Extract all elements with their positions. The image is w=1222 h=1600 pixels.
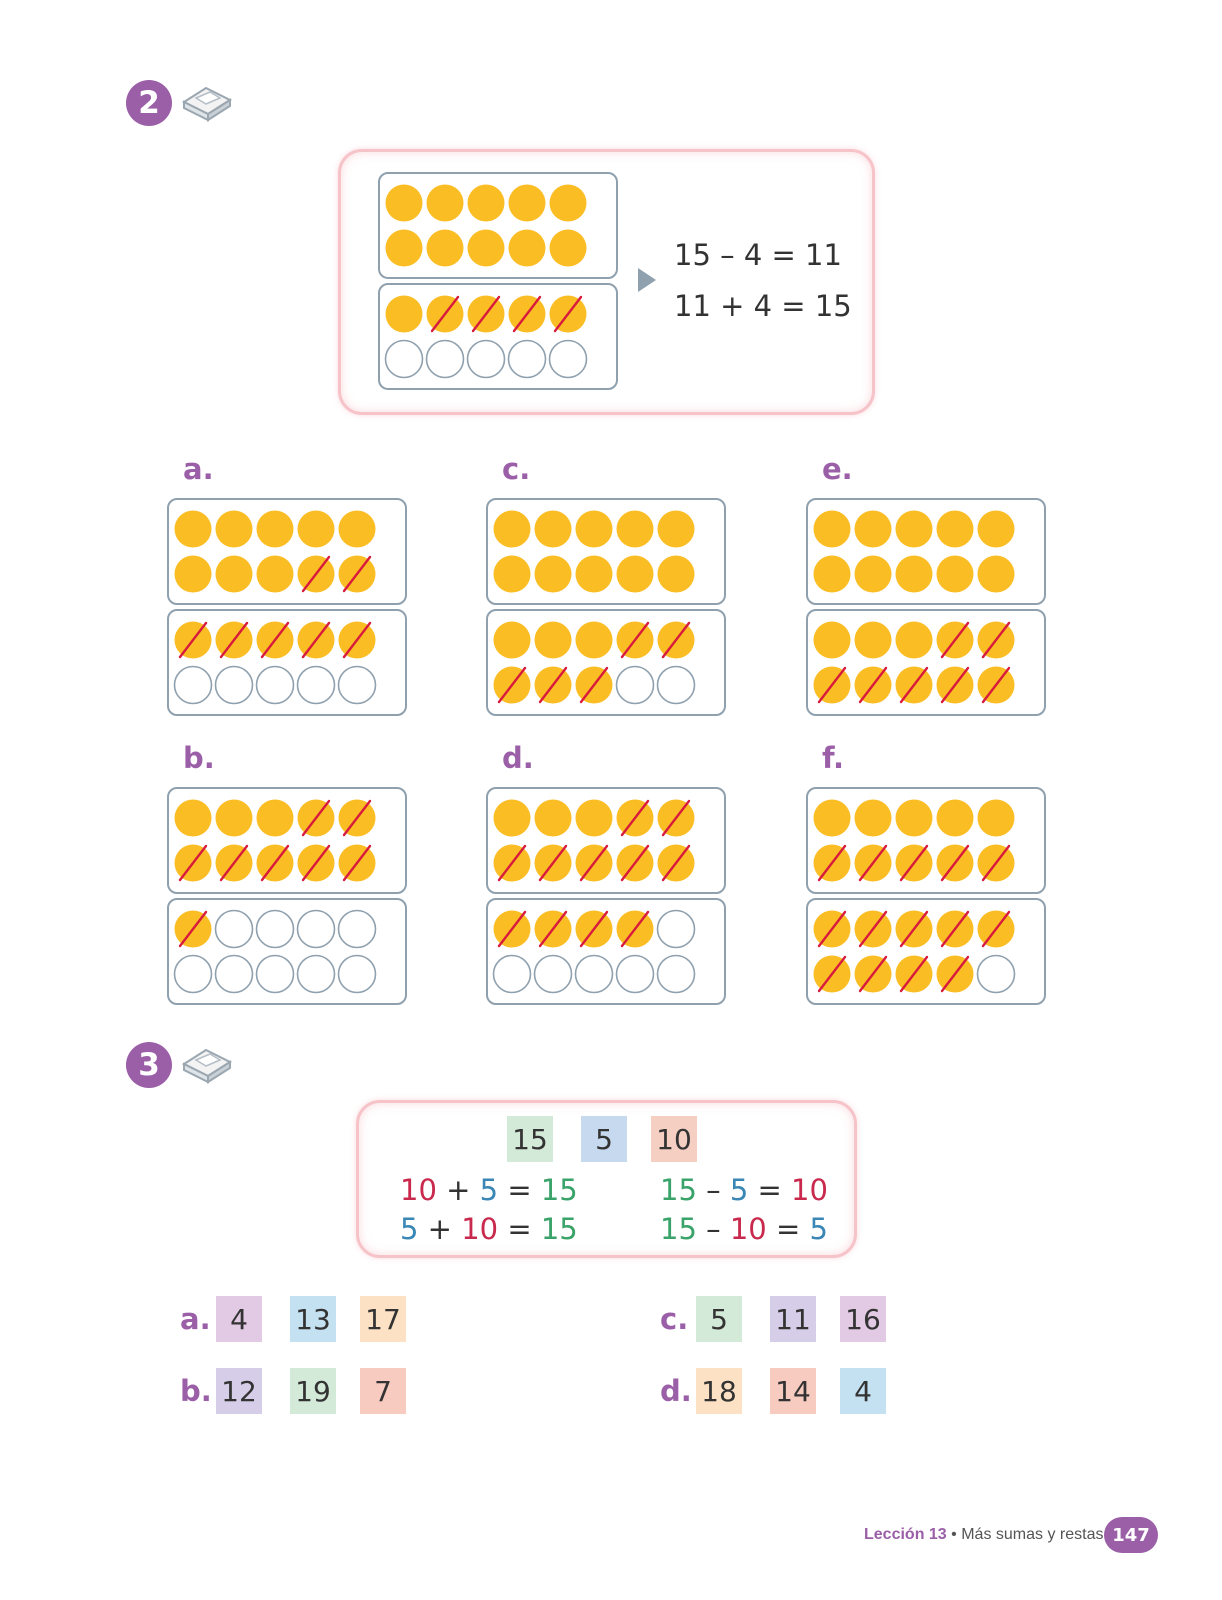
operator: + <box>446 1173 471 1207</box>
number-tile: 5 <box>581 1116 627 1162</box>
counter-empty <box>339 911 376 948</box>
counter-empty <box>216 956 253 993</box>
counter-empty <box>535 956 572 993</box>
counter-empty <box>175 667 212 704</box>
page-number: 147 <box>1104 1517 1158 1553</box>
counter-filled <box>339 511 376 548</box>
footer-text <box>864 1526 1103 1544</box>
counter-filled <box>386 230 423 267</box>
counters <box>169 900 405 1003</box>
counter-filled <box>509 185 546 222</box>
counter-filled <box>257 511 294 548</box>
counter-filled <box>175 556 212 593</box>
fact-equation <box>400 1173 578 1207</box>
exercise-number-badge <box>126 80 172 126</box>
counter-filled <box>937 511 974 548</box>
counter-empty <box>339 956 376 993</box>
counter-filled <box>814 511 851 548</box>
counter-empty <box>298 911 335 948</box>
counter-filled <box>535 511 572 548</box>
counter-empty <box>494 956 531 993</box>
minuend: 15 <box>660 1173 697 1207</box>
number-tile: 10 <box>651 1116 697 1162</box>
counter-empty <box>339 667 376 704</box>
addend: 10 <box>400 1173 437 1207</box>
counter-empty <box>386 341 423 378</box>
counter-empty <box>298 956 335 993</box>
item-letter: f. <box>822 741 845 775</box>
item-letter: e. <box>822 452 853 486</box>
ten-frame-bottom <box>486 898 726 1005</box>
counters <box>488 500 724 603</box>
counter-filled <box>257 800 294 837</box>
number-tile: 17 <box>360 1296 406 1342</box>
counter-filled <box>535 800 572 837</box>
equals: = <box>757 1173 782 1207</box>
eraser-icon <box>176 82 236 122</box>
subtrahend: 10 <box>729 1212 767 1246</box>
number-tile: 19 <box>290 1368 336 1414</box>
counter-filled <box>298 511 335 548</box>
lesson-title: Más sumas y restas <box>961 1526 1104 1543</box>
operator: – <box>706 1173 721 1207</box>
operator: + <box>427 1212 452 1246</box>
counters <box>380 285 616 388</box>
counter-filled <box>978 556 1015 593</box>
counter-empty <box>175 956 212 993</box>
item-letter: a. <box>183 452 214 486</box>
ten-frame-bottom <box>167 609 407 716</box>
eraser-icon <box>176 1044 236 1084</box>
ten-frame-top <box>486 787 726 894</box>
counter-filled <box>494 622 531 659</box>
number-tile: 11 <box>770 1296 816 1342</box>
number-tile: 7 <box>360 1368 406 1414</box>
counter-filled <box>658 511 695 548</box>
item-letter: c. <box>660 1302 689 1336</box>
counter-filled <box>978 800 1015 837</box>
item-letter: c. <box>502 452 531 486</box>
counter-empty <box>658 956 695 993</box>
counter-empty <box>257 667 294 704</box>
example-ten-frame-top <box>378 172 618 279</box>
counter-filled <box>175 511 212 548</box>
number-tile: 4 <box>840 1368 886 1414</box>
item-letter: a. <box>180 1302 211 1336</box>
difference: 10 <box>791 1173 828 1207</box>
counters <box>488 789 724 892</box>
ten-frame-top <box>486 498 726 605</box>
footer-bullet: • <box>951 1526 957 1543</box>
counter-filled <box>216 556 253 593</box>
counter-empty <box>658 667 695 704</box>
counter-empty <box>658 911 695 948</box>
counter-empty <box>617 667 654 704</box>
item-letter: b. <box>183 741 215 775</box>
counter-filled <box>658 556 695 593</box>
counter-filled <box>855 622 892 659</box>
counter-filled <box>855 800 892 837</box>
counters <box>169 500 405 603</box>
ten-frame-top <box>806 498 1046 605</box>
counters <box>488 611 724 714</box>
counter-filled <box>386 296 423 333</box>
equals: = <box>507 1212 532 1246</box>
counter-filled <box>896 556 933 593</box>
number-tile: 12 <box>216 1368 262 1414</box>
counter-filled <box>814 556 851 593</box>
operator: – <box>706 1212 721 1246</box>
counter-filled <box>509 230 546 267</box>
fact-equation <box>660 1173 828 1207</box>
ten-frame-top <box>806 787 1046 894</box>
equals: = <box>775 1212 801 1246</box>
counters <box>808 900 1044 1003</box>
counter-empty <box>978 956 1015 993</box>
example-ten-frame-bottom <box>378 283 618 390</box>
counter-empty <box>257 911 294 948</box>
counter-filled <box>216 800 253 837</box>
counter-filled <box>896 511 933 548</box>
ten-frame-bottom <box>806 609 1046 716</box>
counter-filled <box>550 230 587 267</box>
addend: 10 <box>461 1212 499 1246</box>
counter-empty <box>617 956 654 993</box>
ten-frame-top <box>167 498 407 605</box>
fact-equation <box>400 1212 578 1246</box>
counter-filled <box>576 622 613 659</box>
counters <box>808 789 1044 892</box>
counter-empty <box>257 956 294 993</box>
exercise-number-badge <box>126 1042 172 1088</box>
counter-filled <box>550 185 587 222</box>
number-tile: 16 <box>840 1296 886 1342</box>
item-letter: b. <box>180 1374 212 1408</box>
number-tile: 14 <box>770 1368 816 1414</box>
counter-filled <box>494 511 531 548</box>
counter-filled <box>468 185 505 222</box>
counters <box>808 500 1044 603</box>
fact-equation <box>660 1212 828 1246</box>
counter-empty <box>298 667 335 704</box>
counter-empty <box>468 341 505 378</box>
ten-frame-bottom <box>486 609 726 716</box>
counter-filled <box>814 800 851 837</box>
counter-filled <box>855 556 892 593</box>
counter-filled <box>494 800 531 837</box>
number-tile: 15 <box>507 1116 553 1162</box>
counter-filled <box>427 230 464 267</box>
example-equation-1: 15 – 4 = 11 <box>674 238 842 272</box>
counter-filled <box>896 800 933 837</box>
difference: 5 <box>809 1212 828 1246</box>
counter-filled <box>937 556 974 593</box>
counter-filled <box>257 556 294 593</box>
counters <box>380 174 616 277</box>
minuend: 15 <box>660 1212 697 1246</box>
counter-filled <box>427 185 464 222</box>
example-equation-2: 11 + 4 = 15 <box>674 289 852 323</box>
exercise-number: 3 <box>138 1047 160 1083</box>
counter-filled <box>576 511 613 548</box>
counter-filled <box>978 511 1015 548</box>
counter-filled <box>855 511 892 548</box>
counter-empty <box>427 341 464 378</box>
number-tile: 13 <box>290 1296 336 1342</box>
counter-empty <box>509 341 546 378</box>
counter-filled <box>535 556 572 593</box>
counter-filled <box>814 622 851 659</box>
counter-empty <box>550 341 587 378</box>
item-letter: d. <box>660 1374 692 1408</box>
counters <box>488 900 724 1003</box>
counter-filled <box>576 800 613 837</box>
ten-frame-top <box>167 787 407 894</box>
counter-filled <box>896 622 933 659</box>
counters <box>808 611 1044 714</box>
addend: 5 <box>479 1173 499 1207</box>
counter-filled <box>617 511 654 548</box>
counter-filled <box>468 230 505 267</box>
counter-filled <box>494 556 531 593</box>
equals: = <box>507 1173 532 1207</box>
item-letter: d. <box>502 741 534 775</box>
ten-frame-bottom <box>167 898 407 1005</box>
sum: 15 <box>540 1173 578 1207</box>
subtrahend: 5 <box>729 1173 749 1207</box>
counter-filled <box>216 511 253 548</box>
counters <box>169 789 405 892</box>
number-tile: 4 <box>216 1296 262 1342</box>
counters <box>169 611 405 714</box>
counter-filled <box>535 622 572 659</box>
counter-filled <box>175 800 212 837</box>
exercise-number: 2 <box>138 85 160 121</box>
counter-filled <box>576 556 613 593</box>
lesson-label: Lección 13 <box>864 1526 947 1543</box>
counter-empty <box>216 911 253 948</box>
counter-filled <box>386 185 423 222</box>
counter-empty <box>216 667 253 704</box>
ten-frame-bottom <box>806 898 1046 1005</box>
counter-filled <box>937 800 974 837</box>
counter-filled <box>617 556 654 593</box>
sum: 15 <box>540 1212 578 1246</box>
number-tile: 18 <box>696 1368 742 1414</box>
addend: 5 <box>400 1212 419 1246</box>
counter-empty <box>576 956 613 993</box>
arrow-right-icon <box>636 266 658 294</box>
number-tile: 5 <box>696 1296 742 1342</box>
